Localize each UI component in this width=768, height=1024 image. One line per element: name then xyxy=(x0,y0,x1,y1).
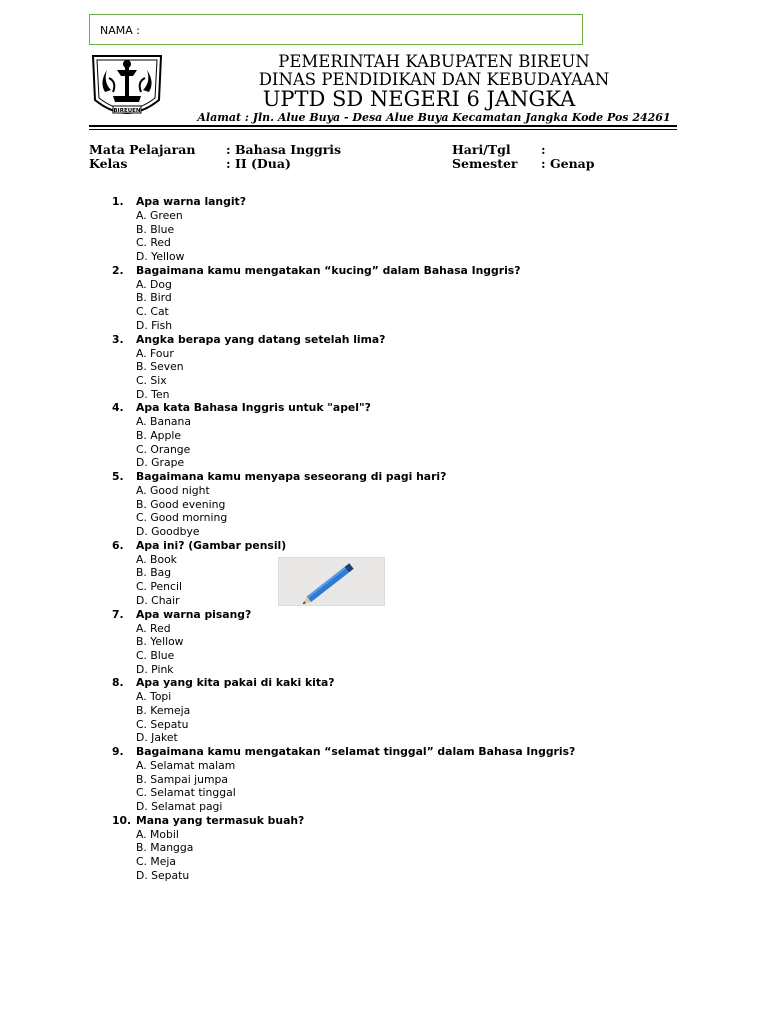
option-a: A. Good night xyxy=(136,484,210,497)
header-divider-thick xyxy=(89,125,677,127)
question-3 xyxy=(112,333,712,402)
semester-value: : Genap xyxy=(541,156,595,171)
option-b: B. Good evening xyxy=(136,497,226,511)
day-label: Hari/Tgl xyxy=(452,142,511,157)
question-number: 5. xyxy=(112,470,124,483)
option-a: A. Mobil xyxy=(136,827,179,841)
question-text: Angka berapa yang datang setelah lima? xyxy=(136,332,386,346)
question-2 xyxy=(112,264,712,333)
pencil-picture-icon xyxy=(278,557,385,606)
option-b: B. Bird xyxy=(136,291,172,305)
header-school: UPTD SD NEGERI 6 JANGKA xyxy=(262,87,576,111)
question-list xyxy=(112,195,712,883)
question-6 xyxy=(112,539,712,608)
question-8 xyxy=(112,676,712,745)
question-number: 4. xyxy=(112,401,124,415)
question-text: Mana yang termasuk buah? xyxy=(136,813,305,827)
option-a: A. Topi xyxy=(136,690,172,704)
option-c: C. Blue xyxy=(136,648,175,662)
option-b: B. Mangga xyxy=(136,841,194,855)
question-4 xyxy=(112,401,712,470)
option-c: C. Orange xyxy=(136,442,191,456)
question-number: 10. xyxy=(112,813,132,827)
option-b: B. Sampai jumpa xyxy=(136,772,228,786)
question-5 xyxy=(112,470,712,539)
question-text: Bagaimana kamu menyapa seseorang di pagi hari? xyxy=(136,470,447,483)
header-address: Alamat : Jln. Alue Buya - Desa Alue Buya Kecamatan Jangka Kode Pos 24261 xyxy=(197,111,671,124)
option-a: A. Green xyxy=(136,209,183,222)
question-number: 1. xyxy=(112,195,124,208)
option-b: B. Blue xyxy=(136,222,175,236)
question-number: 9. xyxy=(112,745,124,758)
option-c: C. Six xyxy=(136,373,167,387)
question-text: Apa warna pisang? xyxy=(136,607,252,621)
header-government: PEMERINTAH KABUPATEN BIREUN xyxy=(278,52,590,71)
question-text: Apa ini? (Gambar pensil) xyxy=(136,538,287,552)
subject-label: Mata Pelajaran xyxy=(89,142,196,157)
option-a: A. Banana xyxy=(136,415,192,429)
option-b: B. Bag xyxy=(136,566,172,580)
question-10 xyxy=(112,814,712,883)
class-value: : II (Dua) xyxy=(226,156,291,171)
option-d: D. Chair xyxy=(136,593,180,607)
option-d: D. Yellow xyxy=(136,250,185,264)
option-d: D. Fish xyxy=(136,318,173,332)
option-a: A. Selamat malam xyxy=(136,759,236,772)
option-c: C. Selamat tinggal xyxy=(136,786,236,800)
header-department: DINAS PENDIDIKAN DAN KEBUDAYAAN xyxy=(258,70,610,89)
question-text: Apa kata Bahasa Inggris untuk "apel"? xyxy=(136,401,371,415)
question-text: Bagaimana kamu mengatakan “selamat tinggal” dalam Bahasa Inggris? xyxy=(136,745,576,758)
subject-value: : Bahasa Inggris xyxy=(226,142,342,157)
name-label: NAMA : xyxy=(100,24,140,37)
option-d: D. Jaket xyxy=(136,731,178,745)
question-text: Bagaimana kamu mengatakan “kucing” dalam Bahasa Inggris? xyxy=(136,263,521,277)
svg-text:BIREUEN: BIREUEN xyxy=(113,108,141,114)
option-d: D. Ten xyxy=(136,387,170,401)
question-number: 8. xyxy=(112,676,124,690)
option-b: B. Kemeja xyxy=(136,703,191,717)
header-divider-thin xyxy=(89,129,677,130)
question-number: 7. xyxy=(112,607,124,621)
option-b: B. Yellow xyxy=(136,635,184,649)
option-c: C. Pencil xyxy=(136,580,182,594)
option-c: C. Cat xyxy=(136,305,169,319)
question-number: 3. xyxy=(112,332,124,346)
option-b: B. Apple xyxy=(136,428,182,442)
question-7 xyxy=(112,608,712,677)
question-number: 2. xyxy=(112,263,124,277)
class-label: Kelas xyxy=(89,156,128,171)
option-c: C. Red xyxy=(136,236,171,250)
option-a: A. Four xyxy=(136,346,174,360)
option-c: C. Good morning xyxy=(136,511,228,525)
question-text: Apa warna langit? xyxy=(136,195,246,208)
day-value: : xyxy=(541,142,546,157)
option-a: A. Red xyxy=(136,621,171,635)
semester-label: Semester xyxy=(452,156,518,171)
option-c: C. Sepatu xyxy=(136,717,189,731)
question-9 xyxy=(112,745,712,814)
question-text: Apa yang kita pakai di kaki kita? xyxy=(136,676,335,690)
option-d: D. Grape xyxy=(136,456,185,470)
option-d: D. Selamat pagi xyxy=(136,800,223,814)
question-1 xyxy=(112,195,712,264)
option-d: D. Goodbye xyxy=(136,525,200,539)
option-d: D. Sepatu xyxy=(136,868,190,882)
question-number: 6. xyxy=(112,538,124,552)
name-field[interactable] xyxy=(89,14,583,45)
option-a: A. Book xyxy=(136,552,177,566)
option-c: C. Meja xyxy=(136,855,176,869)
option-d: D. Pink xyxy=(136,662,174,676)
option-a: A. Dog xyxy=(136,277,172,291)
option-b: B. Seven xyxy=(136,360,184,374)
